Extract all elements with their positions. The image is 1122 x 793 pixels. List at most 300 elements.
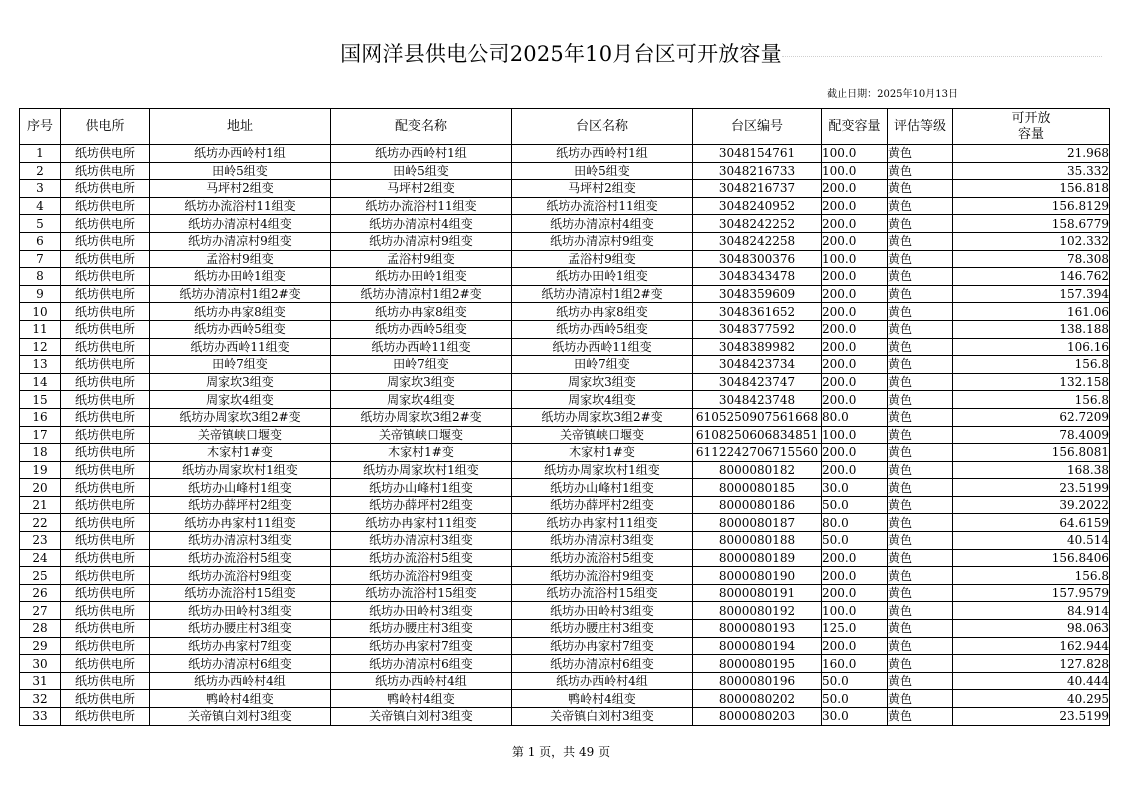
cell-capacity: 125.0 bbox=[822, 620, 888, 638]
cell-station: 纸坊供电所 bbox=[61, 496, 150, 514]
cell-capacity: 200.0 bbox=[822, 180, 888, 198]
cell-capacity: 100.0 bbox=[822, 602, 888, 620]
cutoff-date: 截止日期：2025年10月13日 bbox=[827, 89, 958, 100]
cell-capacity: 100.0 bbox=[822, 250, 888, 268]
cell-station: 纸坊供电所 bbox=[61, 461, 150, 479]
cell-area-name: 纸坊办流浴村9组变 bbox=[512, 567, 693, 585]
cell-transformer: 周家坎3组变 bbox=[331, 373, 512, 391]
cell-area-code: 8000080190 bbox=[693, 567, 822, 585]
cell-index: 24 bbox=[20, 549, 61, 567]
cell-index: 19 bbox=[20, 461, 61, 479]
cell-area-code: 6108250606834851 bbox=[693, 426, 822, 444]
cell-area-name: 纸坊办冉家8组变 bbox=[512, 303, 693, 321]
cell-open-capacity: 102.332 bbox=[953, 232, 1110, 250]
cell-transformer: 孟浴村9组变 bbox=[331, 250, 512, 268]
cell-area-name: 纸坊办腰庄村3组变 bbox=[512, 620, 693, 638]
cell-capacity: 200.0 bbox=[822, 303, 888, 321]
cell-transformer: 纸坊办流浴村15组变 bbox=[331, 584, 512, 602]
cell-rating: 黄色 bbox=[888, 655, 953, 673]
cell-station: 纸坊供电所 bbox=[61, 549, 150, 567]
cell-index: 27 bbox=[20, 602, 61, 620]
table-row bbox=[20, 655, 1110, 673]
cell-station: 纸坊供电所 bbox=[61, 391, 150, 409]
cell-area-code: 3048361652 bbox=[693, 303, 822, 321]
cell-transformer: 纸坊办清凉村3组变 bbox=[331, 532, 512, 550]
cell-transformer: 田岭5组变 bbox=[331, 162, 512, 180]
cell-address: 纸坊办西岭5组变 bbox=[150, 320, 331, 338]
page-title: 国网洋县供电公司2025年10月台区可开放容量 bbox=[340, 42, 782, 66]
cell-rating: 黄色 bbox=[888, 391, 953, 409]
cell-area-name: 关帝镇白刘村3组变 bbox=[512, 708, 693, 726]
cell-address: 田岭5组变 bbox=[150, 162, 331, 180]
cell-station: 纸坊供电所 bbox=[61, 232, 150, 250]
cell-area-code: 8000080185 bbox=[693, 479, 822, 497]
cell-index: 26 bbox=[20, 584, 61, 602]
cell-area-name: 纸坊办西岭11组变 bbox=[512, 338, 693, 356]
cell-open-capacity: 138.188 bbox=[953, 320, 1110, 338]
cell-index: 23 bbox=[20, 532, 61, 550]
cell-station: 纸坊供电所 bbox=[61, 197, 150, 215]
cell-address: 纸坊办腰庄村3组变 bbox=[150, 620, 331, 638]
cell-index: 33 bbox=[20, 708, 61, 726]
cell-transformer: 关帝镇白刘村3组变 bbox=[331, 708, 512, 726]
cell-address: 纸坊办田岭村3组变 bbox=[150, 602, 331, 620]
cell-capacity: 160.0 bbox=[822, 655, 888, 673]
table-row bbox=[20, 602, 1110, 620]
cell-open-capacity: 157.9579 bbox=[953, 584, 1110, 602]
cell-area-code: 8000080187 bbox=[693, 514, 822, 532]
table-row bbox=[20, 303, 1110, 321]
cell-capacity: 200.0 bbox=[822, 567, 888, 585]
cell-index: 14 bbox=[20, 373, 61, 391]
cell-area-name: 周家坎3组变 bbox=[512, 373, 693, 391]
cell-area-name: 纸坊办清凉村1组2#变 bbox=[512, 285, 693, 303]
cell-index: 15 bbox=[20, 391, 61, 409]
cell-area-code: 3048423734 bbox=[693, 356, 822, 374]
cell-rating: 黄色 bbox=[888, 496, 953, 514]
capacity-table bbox=[19, 108, 1110, 726]
cell-area-code: 3048343478 bbox=[693, 268, 822, 286]
cell-rating: 黄色 bbox=[888, 444, 953, 462]
table-row bbox=[20, 514, 1110, 532]
cell-station: 纸坊供电所 bbox=[61, 514, 150, 532]
table-row bbox=[20, 637, 1110, 655]
cell-area-code: 3048377592 bbox=[693, 320, 822, 338]
cell-index: 2 bbox=[20, 162, 61, 180]
cell-index: 7 bbox=[20, 250, 61, 268]
table-row bbox=[20, 444, 1110, 462]
cell-station: 纸坊供电所 bbox=[61, 303, 150, 321]
table-row bbox=[20, 479, 1110, 497]
table-row bbox=[20, 180, 1110, 198]
cell-station: 纸坊供电所 bbox=[61, 408, 150, 426]
cell-open-capacity: 156.818 bbox=[953, 180, 1110, 198]
cell-area-name: 纸坊办西岭村1组 bbox=[512, 145, 693, 163]
cell-index: 11 bbox=[20, 320, 61, 338]
cell-capacity: 200.0 bbox=[822, 215, 888, 233]
cell-index: 32 bbox=[20, 690, 61, 708]
cell-area-name: 纸坊办清凉村9组变 bbox=[512, 232, 693, 250]
cell-area-name: 纸坊办山峰村1组变 bbox=[512, 479, 693, 497]
cell-area-name: 纸坊办流浴村15组变 bbox=[512, 584, 693, 602]
cell-station: 纸坊供电所 bbox=[61, 444, 150, 462]
cell-capacity: 200.0 bbox=[822, 338, 888, 356]
cell-capacity: 30.0 bbox=[822, 708, 888, 726]
cell-transformer: 纸坊办清凉村6组变 bbox=[331, 655, 512, 673]
cell-station: 纸坊供电所 bbox=[61, 479, 150, 497]
cell-station: 纸坊供电所 bbox=[61, 602, 150, 620]
table-row bbox=[20, 356, 1110, 374]
cell-rating: 黄色 bbox=[888, 250, 953, 268]
table-row bbox=[20, 373, 1110, 391]
cell-area-code: 3048300376 bbox=[693, 250, 822, 268]
cell-open-capacity: 40.514 bbox=[953, 532, 1110, 550]
cell-capacity: 200.0 bbox=[822, 444, 888, 462]
cell-rating: 黄色 bbox=[888, 145, 953, 163]
cell-open-capacity: 157.394 bbox=[953, 285, 1110, 303]
cell-address: 纸坊办清凉村9组变 bbox=[150, 232, 331, 250]
cell-rating: 黄色 bbox=[888, 408, 953, 426]
cell-capacity: 200.0 bbox=[822, 373, 888, 391]
cell-station: 纸坊供电所 bbox=[61, 637, 150, 655]
cell-address: 纸坊办冉家村7组变 bbox=[150, 637, 331, 655]
cell-capacity: 100.0 bbox=[822, 426, 888, 444]
cell-address: 纸坊办周家坎村1组变 bbox=[150, 461, 331, 479]
cell-capacity: 80.0 bbox=[822, 514, 888, 532]
cell-area-name: 鸭岭村4组变 bbox=[512, 690, 693, 708]
cell-address: 纸坊办山峰村1组变 bbox=[150, 479, 331, 497]
cell-address: 纸坊办清凉村3组变 bbox=[150, 532, 331, 550]
table-row bbox=[20, 496, 1110, 514]
cell-open-capacity: 84.914 bbox=[953, 602, 1110, 620]
cell-address: 纸坊办田岭1组变 bbox=[150, 268, 331, 286]
table-row bbox=[20, 426, 1110, 444]
cell-capacity: 100.0 bbox=[822, 162, 888, 180]
cell-rating: 黄色 bbox=[888, 320, 953, 338]
table-row bbox=[20, 549, 1110, 567]
table-row bbox=[20, 690, 1110, 708]
cell-area-code: 3048389982 bbox=[693, 338, 822, 356]
cell-transformer: 木家村1#变 bbox=[331, 444, 512, 462]
cell-open-capacity: 161.06 bbox=[953, 303, 1110, 321]
cell-address: 关帝镇白刘村3组变 bbox=[150, 708, 331, 726]
cell-open-capacity: 132.158 bbox=[953, 373, 1110, 391]
cell-area-name: 纸坊办流浴村11组变 bbox=[512, 197, 693, 215]
cell-station: 纸坊供电所 bbox=[61, 373, 150, 391]
cell-area-code: 3048240952 bbox=[693, 197, 822, 215]
cell-capacity: 200.0 bbox=[822, 461, 888, 479]
cell-open-capacity: 168.38 bbox=[953, 461, 1110, 479]
cell-area-name: 纸坊办清凉村3组变 bbox=[512, 532, 693, 550]
cell-index: 21 bbox=[20, 496, 61, 514]
cell-area-code: 8000080193 bbox=[693, 620, 822, 638]
cell-capacity: 200.0 bbox=[822, 232, 888, 250]
cell-transformer: 纸坊办清凉村1组2#变 bbox=[331, 285, 512, 303]
cell-open-capacity: 39.2022 bbox=[953, 496, 1110, 514]
cell-transformer: 纸坊办清凉村9组变 bbox=[331, 232, 512, 250]
cell-index: 18 bbox=[20, 444, 61, 462]
cell-area-code: 8000080196 bbox=[693, 672, 822, 690]
table-row bbox=[20, 584, 1110, 602]
cell-station: 纸坊供电所 bbox=[61, 356, 150, 374]
cell-station: 纸坊供电所 bbox=[61, 268, 150, 286]
cell-area-name: 田岭5组变 bbox=[512, 162, 693, 180]
cell-address: 木家村1#变 bbox=[150, 444, 331, 462]
cell-area-code: 8000080202 bbox=[693, 690, 822, 708]
cell-area-code: 3048242258 bbox=[693, 232, 822, 250]
cell-index: 28 bbox=[20, 620, 61, 638]
table-row bbox=[20, 250, 1110, 268]
cell-area-code: 3048359609 bbox=[693, 285, 822, 303]
cell-open-capacity: 98.063 bbox=[953, 620, 1110, 638]
cell-open-capacity: 146.762 bbox=[953, 268, 1110, 286]
cell-rating: 黄色 bbox=[888, 356, 953, 374]
cell-transformer: 纸坊办流浴村11组变 bbox=[331, 197, 512, 215]
cell-station: 纸坊供电所 bbox=[61, 532, 150, 550]
cell-open-capacity: 156.8129 bbox=[953, 197, 1110, 215]
table-row bbox=[20, 408, 1110, 426]
cell-index: 17 bbox=[20, 426, 61, 444]
cell-rating: 黄色 bbox=[888, 532, 953, 550]
table-row bbox=[20, 162, 1110, 180]
cell-station: 纸坊供电所 bbox=[61, 620, 150, 638]
cell-index: 6 bbox=[20, 232, 61, 250]
cell-address: 纸坊办冉家8组变 bbox=[150, 303, 331, 321]
cell-transformer: 纸坊办流浴村5组变 bbox=[331, 549, 512, 567]
cell-transformer: 马坪村2组变 bbox=[331, 180, 512, 198]
cell-rating: 黄色 bbox=[888, 514, 953, 532]
cell-area-name: 关帝镇峡口堰变 bbox=[512, 426, 693, 444]
cell-rating: 黄色 bbox=[888, 180, 953, 198]
col-header-address: 地址 bbox=[150, 109, 331, 145]
cell-capacity: 200.0 bbox=[822, 320, 888, 338]
cell-address: 纸坊办流浴村11组变 bbox=[150, 197, 331, 215]
cell-open-capacity: 106.16 bbox=[953, 338, 1110, 356]
cell-transformer: 纸坊办冉家村7组变 bbox=[331, 637, 512, 655]
cell-area-name: 木家村1#变 bbox=[512, 444, 693, 462]
cell-index: 13 bbox=[20, 356, 61, 374]
cell-transformer: 纸坊办田岭1组变 bbox=[331, 268, 512, 286]
table-row bbox=[20, 620, 1110, 638]
cell-station: 纸坊供电所 bbox=[61, 338, 150, 356]
cell-area-code: 8000080203 bbox=[693, 708, 822, 726]
cell-capacity: 200.0 bbox=[822, 268, 888, 286]
cell-area-code: 8000080194 bbox=[693, 637, 822, 655]
cell-transformer: 纸坊办山峰村1组变 bbox=[331, 479, 512, 497]
cell-capacity: 200.0 bbox=[822, 356, 888, 374]
cell-index: 1 bbox=[20, 145, 61, 163]
cell-address: 纸坊办周家坎3组2#变 bbox=[150, 408, 331, 426]
table-row bbox=[20, 338, 1110, 356]
cell-open-capacity: 156.8406 bbox=[953, 549, 1110, 567]
cell-area-name: 纸坊办西岭5组变 bbox=[512, 320, 693, 338]
cell-transformer: 纸坊办田岭村3组变 bbox=[331, 602, 512, 620]
col-header-transformer: 配变名称 bbox=[331, 109, 512, 145]
cell-rating: 黄色 bbox=[888, 197, 953, 215]
cell-area-code: 3048423748 bbox=[693, 391, 822, 409]
cell-open-capacity: 156.8 bbox=[953, 391, 1110, 409]
cell-rating: 黄色 bbox=[888, 690, 953, 708]
cell-area-name: 纸坊办周家坎村1组变 bbox=[512, 461, 693, 479]
cell-index: 30 bbox=[20, 655, 61, 673]
cell-area-name: 纸坊办田岭村3组变 bbox=[512, 602, 693, 620]
col-header-open-capacity: 可开放 容量 bbox=[953, 109, 1110, 145]
cell-station: 纸坊供电所 bbox=[61, 320, 150, 338]
cell-address: 纸坊办西岭11组变 bbox=[150, 338, 331, 356]
cell-area-name: 纸坊办清凉村6组变 bbox=[512, 655, 693, 673]
cell-transformer: 纸坊办周家坎3组2#变 bbox=[331, 408, 512, 426]
cell-index: 29 bbox=[20, 637, 61, 655]
cell-index: 10 bbox=[20, 303, 61, 321]
cell-open-capacity: 156.8081 bbox=[953, 444, 1110, 462]
cell-station: 纸坊供电所 bbox=[61, 567, 150, 585]
cell-transformer: 纸坊办腰庄村3组变 bbox=[331, 620, 512, 638]
table-row bbox=[20, 567, 1110, 585]
cell-index: 25 bbox=[20, 567, 61, 585]
cell-area-code: 3048216733 bbox=[693, 162, 822, 180]
cell-rating: 黄色 bbox=[888, 672, 953, 690]
cell-area-name: 纸坊办田岭1组变 bbox=[512, 268, 693, 286]
cell-transformer: 纸坊办西岭村1组 bbox=[331, 145, 512, 163]
cell-open-capacity: 23.5199 bbox=[953, 479, 1110, 497]
cell-capacity: 200.0 bbox=[822, 637, 888, 655]
cell-area-code: 6112242706715560 bbox=[693, 444, 822, 462]
cell-capacity: 50.0 bbox=[822, 532, 888, 550]
cell-transformer: 纸坊办西岭11组变 bbox=[331, 338, 512, 356]
cell-rating: 黄色 bbox=[888, 338, 953, 356]
cell-area-name: 田岭7组变 bbox=[512, 356, 693, 374]
cell-open-capacity: 40.295 bbox=[953, 690, 1110, 708]
cell-area-code: 3048242252 bbox=[693, 215, 822, 233]
cell-transformer: 纸坊办周家坎村1组变 bbox=[331, 461, 512, 479]
cell-area-name: 马坪村2组变 bbox=[512, 180, 693, 198]
cell-open-capacity: 64.6159 bbox=[953, 514, 1110, 532]
cell-address: 纸坊办西岭村4组 bbox=[150, 672, 331, 690]
cell-index: 9 bbox=[20, 285, 61, 303]
cell-address: 田岭7组变 bbox=[150, 356, 331, 374]
cell-rating: 黄色 bbox=[888, 549, 953, 567]
cell-station: 纸坊供电所 bbox=[61, 162, 150, 180]
cell-address: 周家坎4组变 bbox=[150, 391, 331, 409]
cell-capacity: 50.0 bbox=[822, 496, 888, 514]
cell-open-capacity: 78.308 bbox=[953, 250, 1110, 268]
cell-area-name: 纸坊办西岭村4组 bbox=[512, 672, 693, 690]
cell-open-capacity: 40.444 bbox=[953, 672, 1110, 690]
cell-rating: 黄色 bbox=[888, 268, 953, 286]
cell-index: 12 bbox=[20, 338, 61, 356]
cell-address: 纸坊办流浴村15组变 bbox=[150, 584, 331, 602]
table-row bbox=[20, 532, 1110, 550]
page-footer: 第 1 页，共 49 页 bbox=[511, 745, 611, 759]
title-dotted-rule bbox=[782, 52, 1102, 57]
cell-rating: 黄色 bbox=[888, 303, 953, 321]
cell-open-capacity: 62.7209 bbox=[953, 408, 1110, 426]
cell-area-name: 纸坊办周家坎3组2#变 bbox=[512, 408, 693, 426]
cell-rating: 黄色 bbox=[888, 602, 953, 620]
cell-transformer: 纸坊办西岭5组变 bbox=[331, 320, 512, 338]
cell-capacity: 200.0 bbox=[822, 285, 888, 303]
cell-station: 纸坊供电所 bbox=[61, 584, 150, 602]
cell-capacity: 30.0 bbox=[822, 479, 888, 497]
cell-station: 纸坊供电所 bbox=[61, 690, 150, 708]
table-row bbox=[20, 232, 1110, 250]
cell-area-name: 纸坊办流浴村5组变 bbox=[512, 549, 693, 567]
cell-index: 4 bbox=[20, 197, 61, 215]
cell-open-capacity: 156.8 bbox=[953, 567, 1110, 585]
cell-transformer: 纸坊办冉家8组变 bbox=[331, 303, 512, 321]
cell-rating: 黄色 bbox=[888, 373, 953, 391]
cell-transformer: 关帝镇峡口堰变 bbox=[331, 426, 512, 444]
cell-area-code: 3048423747 bbox=[693, 373, 822, 391]
cell-capacity: 200.0 bbox=[822, 549, 888, 567]
cell-open-capacity: 156.8 bbox=[953, 356, 1110, 374]
cell-capacity: 50.0 bbox=[822, 690, 888, 708]
cell-index: 5 bbox=[20, 215, 61, 233]
cell-open-capacity: 23.5199 bbox=[953, 708, 1110, 726]
cell-station: 纸坊供电所 bbox=[61, 655, 150, 673]
cell-transformer: 周家坎4组变 bbox=[331, 391, 512, 409]
cell-index: 16 bbox=[20, 408, 61, 426]
cell-station: 纸坊供电所 bbox=[61, 145, 150, 163]
cell-area-name: 纸坊办薛坪村2组变 bbox=[512, 496, 693, 514]
cell-address: 纸坊办冉家村11组变 bbox=[150, 514, 331, 532]
cell-area-code: 8000080189 bbox=[693, 549, 822, 567]
cell-address: 纸坊办清凉村6组变 bbox=[150, 655, 331, 673]
cell-area-name: 孟浴村9组变 bbox=[512, 250, 693, 268]
cell-capacity: 200.0 bbox=[822, 391, 888, 409]
cell-rating: 黄色 bbox=[888, 162, 953, 180]
cell-rating: 黄色 bbox=[888, 285, 953, 303]
cell-transformer: 纸坊办清凉村4组变 bbox=[331, 215, 512, 233]
cell-rating: 黄色 bbox=[888, 620, 953, 638]
cell-station: 纸坊供电所 bbox=[61, 180, 150, 198]
cell-area-name: 纸坊办冉家村7组变 bbox=[512, 637, 693, 655]
table-row bbox=[20, 672, 1110, 690]
cell-index: 8 bbox=[20, 268, 61, 286]
cell-rating: 黄色 bbox=[888, 567, 953, 585]
cell-capacity: 200.0 bbox=[822, 197, 888, 215]
col-header-area-code: 台区编号 bbox=[693, 109, 822, 145]
cell-area-code: 8000080195 bbox=[693, 655, 822, 673]
cell-station: 纸坊供电所 bbox=[61, 708, 150, 726]
cell-station: 纸坊供电所 bbox=[61, 285, 150, 303]
cell-address: 纸坊办流浴村9组变 bbox=[150, 567, 331, 585]
cell-rating: 黄色 bbox=[888, 215, 953, 233]
cell-address: 马坪村2组变 bbox=[150, 180, 331, 198]
cell-index: 22 bbox=[20, 514, 61, 532]
cell-index: 20 bbox=[20, 479, 61, 497]
cell-transformer: 纸坊办西岭村4组 bbox=[331, 672, 512, 690]
cell-address: 关帝镇峡口堰变 bbox=[150, 426, 331, 444]
cell-area-code: 8000080191 bbox=[693, 584, 822, 602]
cell-capacity: 200.0 bbox=[822, 584, 888, 602]
cell-station: 纸坊供电所 bbox=[61, 426, 150, 444]
table-row bbox=[20, 320, 1110, 338]
cell-address: 鸭岭村4组变 bbox=[150, 690, 331, 708]
cell-station: 纸坊供电所 bbox=[61, 672, 150, 690]
cell-area-code: 8000080186 bbox=[693, 496, 822, 514]
cell-address: 周家坎3组变 bbox=[150, 373, 331, 391]
cell-rating: 黄色 bbox=[888, 232, 953, 250]
cell-address: 纸坊办清凉村1组2#变 bbox=[150, 285, 331, 303]
col-header-station: 供电所 bbox=[61, 109, 150, 145]
cell-transformer: 鸭岭村4组变 bbox=[331, 690, 512, 708]
cell-open-capacity: 158.6779 bbox=[953, 215, 1110, 233]
cell-address: 纸坊办清凉村4组变 bbox=[150, 215, 331, 233]
cell-area-code: 8000080188 bbox=[693, 532, 822, 550]
col-header-area-name: 台区名称 bbox=[512, 109, 693, 145]
cell-open-capacity: 21.968 bbox=[953, 145, 1110, 163]
